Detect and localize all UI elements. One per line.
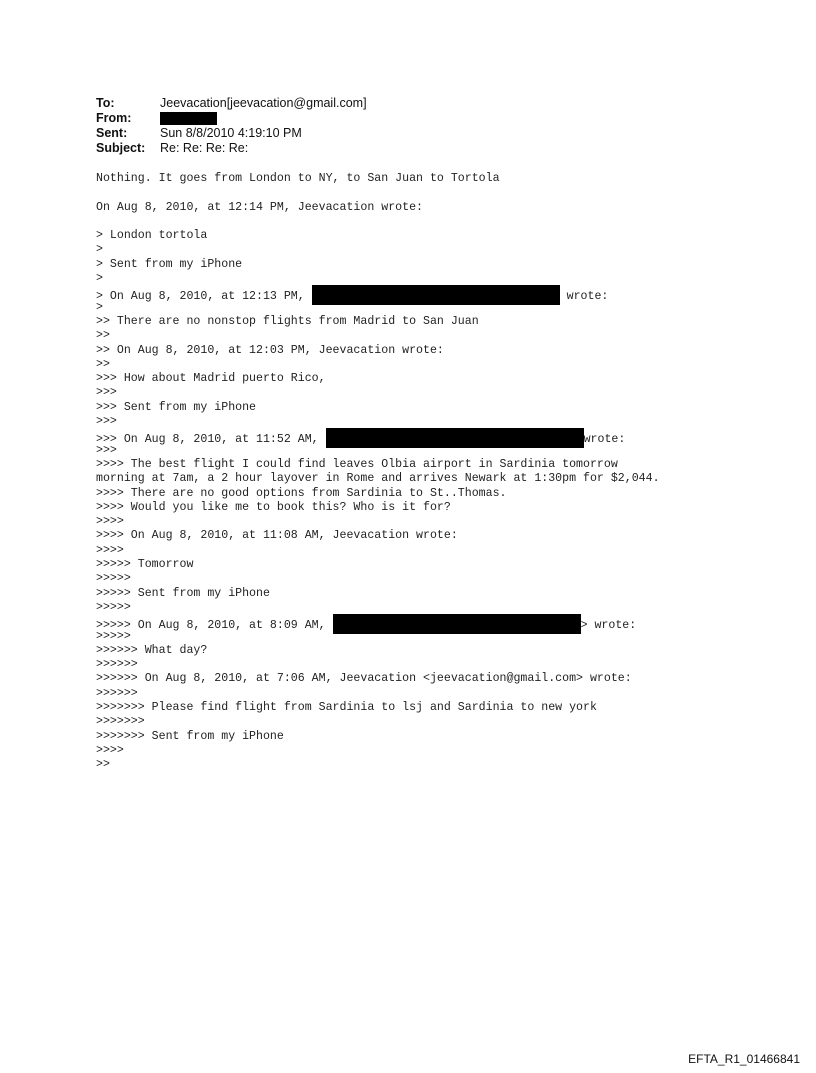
body-line: >>>>>> [96,658,138,672]
body-line: >>>> [96,743,124,757]
body-line-text: >>>>> On Aug 8, 2010, at 8:09 AM, [96,619,333,633]
blank-line [96,186,736,200]
body-line: > [96,300,103,314]
to-label: To: [96,96,115,110]
subject-row [96,141,716,156]
body-line [96,615,736,633]
body-line: >>>> There are no good options from Sardinia to St..Thomas. [96,486,507,500]
from-label: From: [96,111,132,125]
body-line: >>>>>> On Aug 8, 2010, at 7:06 AM, Jeevacation <jeevacation@gmail.com> wrote: [96,672,632,686]
body-line: >>> Sent from my iPhone [96,400,257,414]
body-line: >>>>>>> Sent from my iPhone [96,729,284,743]
body-line: >>>>>>> [96,715,145,729]
body-line: >>>>> [96,600,131,614]
from-row [96,111,716,126]
redaction-box [326,428,584,448]
body-line [96,429,736,447]
body-line: > [96,272,103,286]
body-line: >>>> On Aug 8, 2010, at 11:08 AM, Jeevacation wrote: [96,529,458,543]
body-line-text: > wrote: [580,619,637,633]
body-line: >> [96,329,110,343]
body-line: >>>>>> What day? [96,643,208,657]
body-line: >>> [96,415,117,429]
sent-row [96,126,716,141]
body-line: >> On Aug 8, 2010, at 12:03 PM, Jeevacation wrote: [96,343,444,357]
body-line: > Sent from my iPhone [96,257,243,271]
body-line: >>>>> Sent from my iPhone [96,586,270,600]
sent-value: Sun 8/8/2010 4:19:10 PM [160,126,302,140]
body-line: >>> [96,443,117,457]
email-header [96,96,716,156]
body-line: Nothing. It goes from London to NY, to San Juan to Tortola [96,172,500,185]
body-line: >>>> [96,515,124,529]
body-line-text: wrote: [559,290,609,304]
email-body [96,172,736,772]
redaction-box [312,285,560,305]
body-line [96,286,736,304]
to-row [96,96,716,111]
body-line: >>>>> [96,572,131,586]
to-value: Jeevacation[jeevacation@gmail.com] [160,96,367,110]
body-line: > [96,243,103,257]
body-line-text: >>> On Aug 8, 2010, at 11:52 AM, [96,433,326,447]
redaction-box [333,614,581,634]
body-line: >>>> The best flight I could find leaves Olbia airport in Sardinia tomorrow [96,457,618,471]
subject-value: Re: Re: Re: Re: [160,141,249,155]
redaction-box [160,112,217,125]
body-line: >>>>>> [96,686,138,700]
body-line: On Aug 8, 2010, at 12:14 PM, Jeevacation wrote: [96,200,423,214]
bates-number: EFTA_R1_01466841 [688,1052,800,1066]
subject-label: Subject: [96,141,146,155]
body-line: >>>> Would you like me to book this? Who is it for? [96,500,451,514]
body-line: >>> [96,386,117,400]
blank-line [96,215,736,229]
body-line: >>> How about Madrid puerto Rico, [96,372,326,386]
body-line: > London tortola [96,229,208,243]
body-line-text: > On Aug 8, 2010, at 12:13 PM, [96,290,312,304]
body-line: >>>>>>> Please find flight from Sardinia to lsj and Sardinia to new york [96,700,597,714]
body-line: >> [96,758,110,772]
sent-label: Sent: [96,126,128,140]
body-line: >>>>> Tomorrow [96,558,194,572]
body-line: morning at 7am, a 2 hour layover in Rome and arrives Newark at 1:30pm for $2,044. [96,472,660,486]
body-line: >> [96,357,110,371]
body-line: >>>>> [96,629,131,643]
body-line-text: wrote: [583,433,626,447]
body-line: >>>> [96,543,124,557]
body-line: >> There are no nonstop flights from Madrid to San Juan [96,314,479,328]
